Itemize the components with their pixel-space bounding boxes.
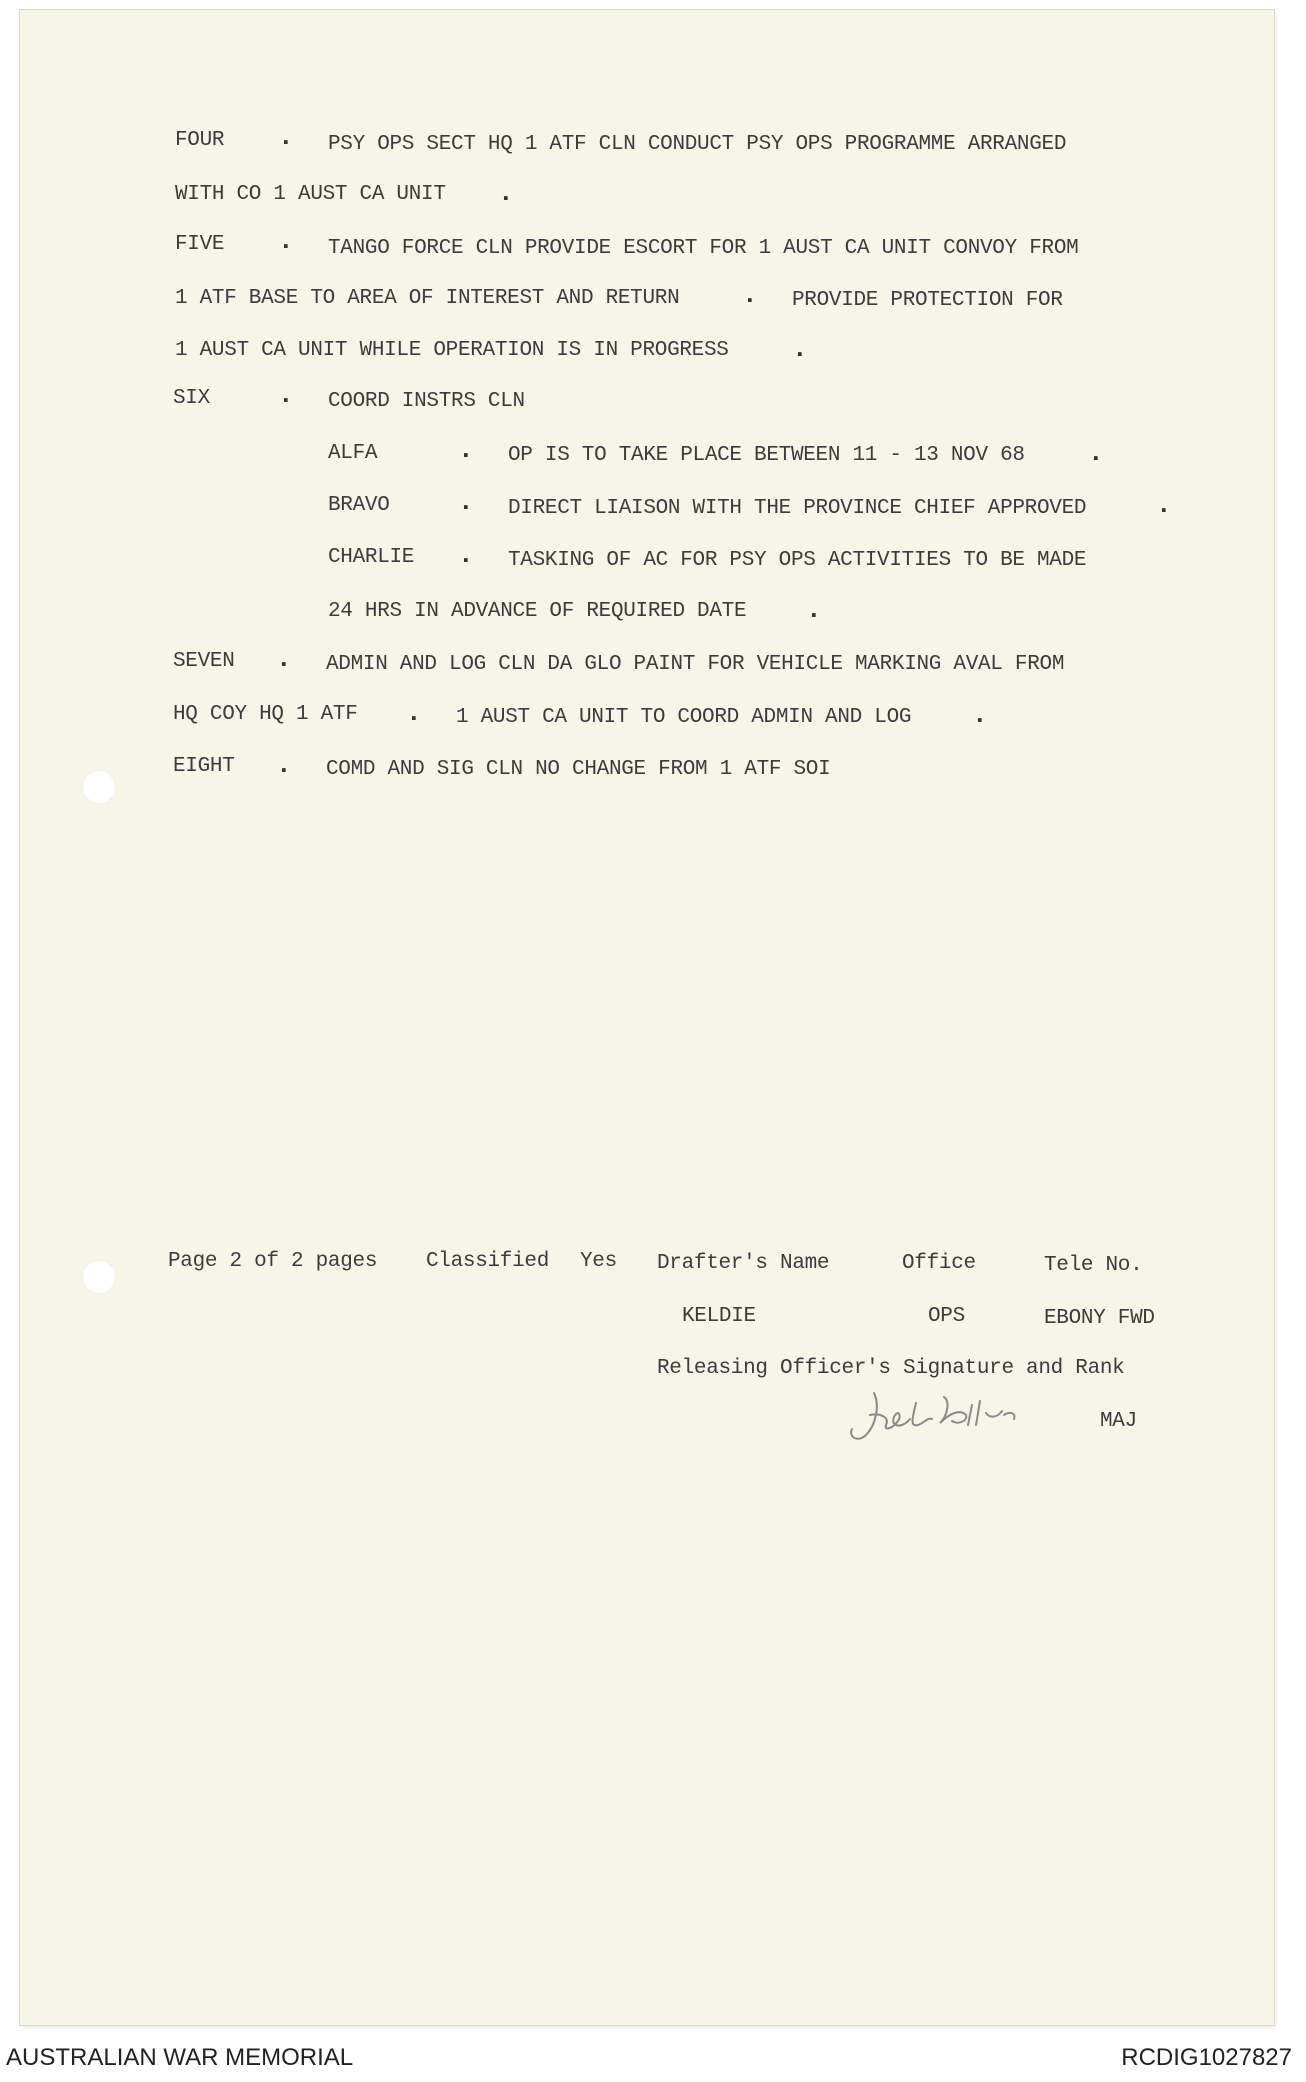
punch-hole — [82, 770, 116, 804]
subpara-label-alfa: ALFA — [328, 442, 378, 465]
period: . — [458, 487, 474, 517]
period: . — [972, 700, 988, 730]
tele-no-value: EBONY FWD — [1044, 1307, 1155, 1330]
classified-value: Yes — [580, 1250, 617, 1273]
rank: MAJ — [1100, 1410, 1137, 1433]
drafter-name-label: Drafter's Name — [657, 1252, 830, 1275]
para-label-eight: EIGHT — [173, 755, 235, 778]
para-five-line-2a: 1 ATF BASE TO AREA OF INTEREST AND RETURN — [175, 287, 680, 310]
period: . — [1156, 490, 1172, 520]
subpara-charlie-line-2: 24 HRS IN ADVANCE OF REQUIRED DATE — [328, 600, 747, 623]
period: . — [792, 334, 808, 364]
period: . — [458, 540, 474, 570]
subpara-label-charlie: CHARLIE — [328, 546, 415, 569]
classified-label: Classified — [426, 1250, 550, 1273]
subpara-charlie-line-1: TASKING OF AC FOR PSY OPS ACTIVITIES TO BE MADE — [508, 549, 1087, 572]
period: . — [278, 380, 294, 410]
subpara-alfa-text: OP IS TO TAKE PLACE BETWEEN 11 - 13 NOV 68 — [508, 444, 1025, 467]
period: . — [806, 595, 822, 625]
para-four-line-1: PSY OPS SECT HQ 1 ATF CLN CONDUCT PSY OPS PROGRAMME ARRANGED — [328, 133, 1067, 156]
period: . — [276, 644, 292, 674]
releasing-officer-label: Releasing Officer's Signature and Rank — [657, 1357, 1125, 1380]
tele-no-label: Tele No. — [1044, 1254, 1143, 1277]
punch-hole — [82, 1260, 116, 1294]
para-seven-line-2b: 1 AUST CA UNIT TO COORD ADMIN AND LOG — [456, 706, 912, 729]
para-seven-line-2a: HQ COY HQ 1 ATF — [173, 703, 358, 726]
handwritten-signature — [840, 1375, 1100, 1460]
period: . — [458, 435, 474, 465]
period: . — [278, 226, 294, 256]
para-four-line-2: WITH CO 1 AUST CA UNIT — [175, 183, 446, 206]
office-label: Office — [902, 1252, 976, 1275]
drafter-name-value: KELDIE — [682, 1305, 756, 1328]
period: . — [278, 122, 294, 152]
para-five-line-3: 1 AUST CA UNIT WHILE OPERATION IS IN PROGRESS — [175, 339, 729, 362]
period: . — [276, 750, 292, 780]
period: . — [742, 280, 758, 310]
para-label-four: FOUR — [175, 129, 225, 152]
document-page — [20, 10, 1274, 2025]
para-label-five: FIVE — [175, 233, 225, 256]
para-label-six: SIX — [173, 387, 210, 410]
office-value: OPS — [928, 1305, 965, 1328]
archive-reference: RCDIG1027827 — [1121, 2044, 1292, 2071]
subpara-bravo-text: DIRECT LIAISON WITH THE PROVINCE CHIEF APPROVED — [508, 497, 1087, 520]
period: . — [406, 698, 422, 728]
para-label-seven: SEVEN — [173, 650, 235, 673]
period: . — [1088, 438, 1104, 468]
page-count: Page 2 of 2 pages — [168, 1250, 378, 1273]
para-five-line-1: TANGO FORCE CLN PROVIDE ESCORT FOR 1 AUST CA UNIT CONVOY FROM — [328, 237, 1079, 260]
para-six-line-1: COORD INSTRS CLN — [328, 390, 525, 413]
para-five-line-2b: PROVIDE PROTECTION FOR — [792, 289, 1063, 312]
subpara-label-bravo: BRAVO — [328, 494, 390, 517]
para-seven-line-1: ADMIN AND LOG CLN DA GLO PAINT FOR VEHICLE MARKING AVAL FROM — [326, 653, 1065, 676]
para-eight-line-1: COMD AND SIG CLN NO CHANGE FROM 1 ATF SOI — [326, 758, 831, 781]
archive-credit: AUSTRALIAN WAR MEMORIAL — [6, 2044, 354, 2071]
period: . — [498, 178, 514, 208]
